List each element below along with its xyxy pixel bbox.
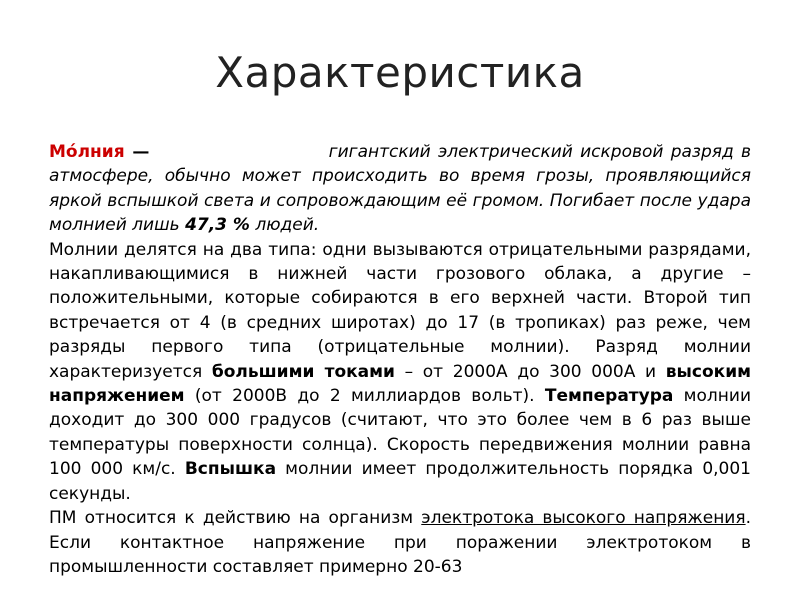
injury-text-1: ПМ относится к действию на организм xyxy=(49,508,422,529)
types-text-1: Молнии делятся на два типа: одни вызываются отрицательными разрядами, накапливающимися в нижней части грозового облака, а другие – положительными, которые собираются в его верхней части. Второй тип встречается от 4 (в средних широтах) до 17 (в тропиках) раз реже, чем разряды первого типа (отрицательные молнии). Разряд молнии характеризуется xyxy=(49,239,751,382)
types-text-5: молнии имеет продолжительность порядка 0,001 секунды. xyxy=(49,459,751,504)
term-lightning: Мóлния xyxy=(49,142,125,162)
definition-paragraph xyxy=(49,140,751,238)
injury-text-2: . Если контактное напряжение при поражении электротоком в промышленности составляет примерно 20-63 xyxy=(49,508,751,577)
bold-flash: Вспышка xyxy=(184,459,277,480)
types-text-2: – от 2000А до 300 000А и xyxy=(394,361,666,382)
link-high-voltage-current[interactable]: электротока высокого напряжения xyxy=(421,508,746,529)
bold-high-voltage: высоким напряжением xyxy=(49,361,751,407)
slide-title: Характеристика xyxy=(215,48,585,97)
survival-percent: 47,3 % xyxy=(185,215,250,236)
term-dash: — xyxy=(124,142,150,162)
types-paragraph xyxy=(49,238,751,506)
bold-high-currents: большими токами xyxy=(211,361,395,382)
definition-text-a: гигантский электрический искровой разряд в атмосфере, обычно может происходить во время грозы, проявляющийся яркой вспышкой света и сопровождающим её громом. Погибает после удара молнией лишь xyxy=(49,142,751,236)
types-text-4: молнии доходит до 300 000 градусов (считают, что это более чем в 6 раз выше температуры поверхности солнца). Скорость передвижения молнии равна 100 000 км/с. xyxy=(49,386,751,480)
definition-text-b: людей. xyxy=(249,215,320,236)
injury-paragraph xyxy=(49,506,751,579)
slide-body xyxy=(49,140,751,579)
types-text-3: (от 2000В до 2 миллиардов вольт). xyxy=(184,386,545,407)
bold-temperature: Температура xyxy=(544,386,674,407)
